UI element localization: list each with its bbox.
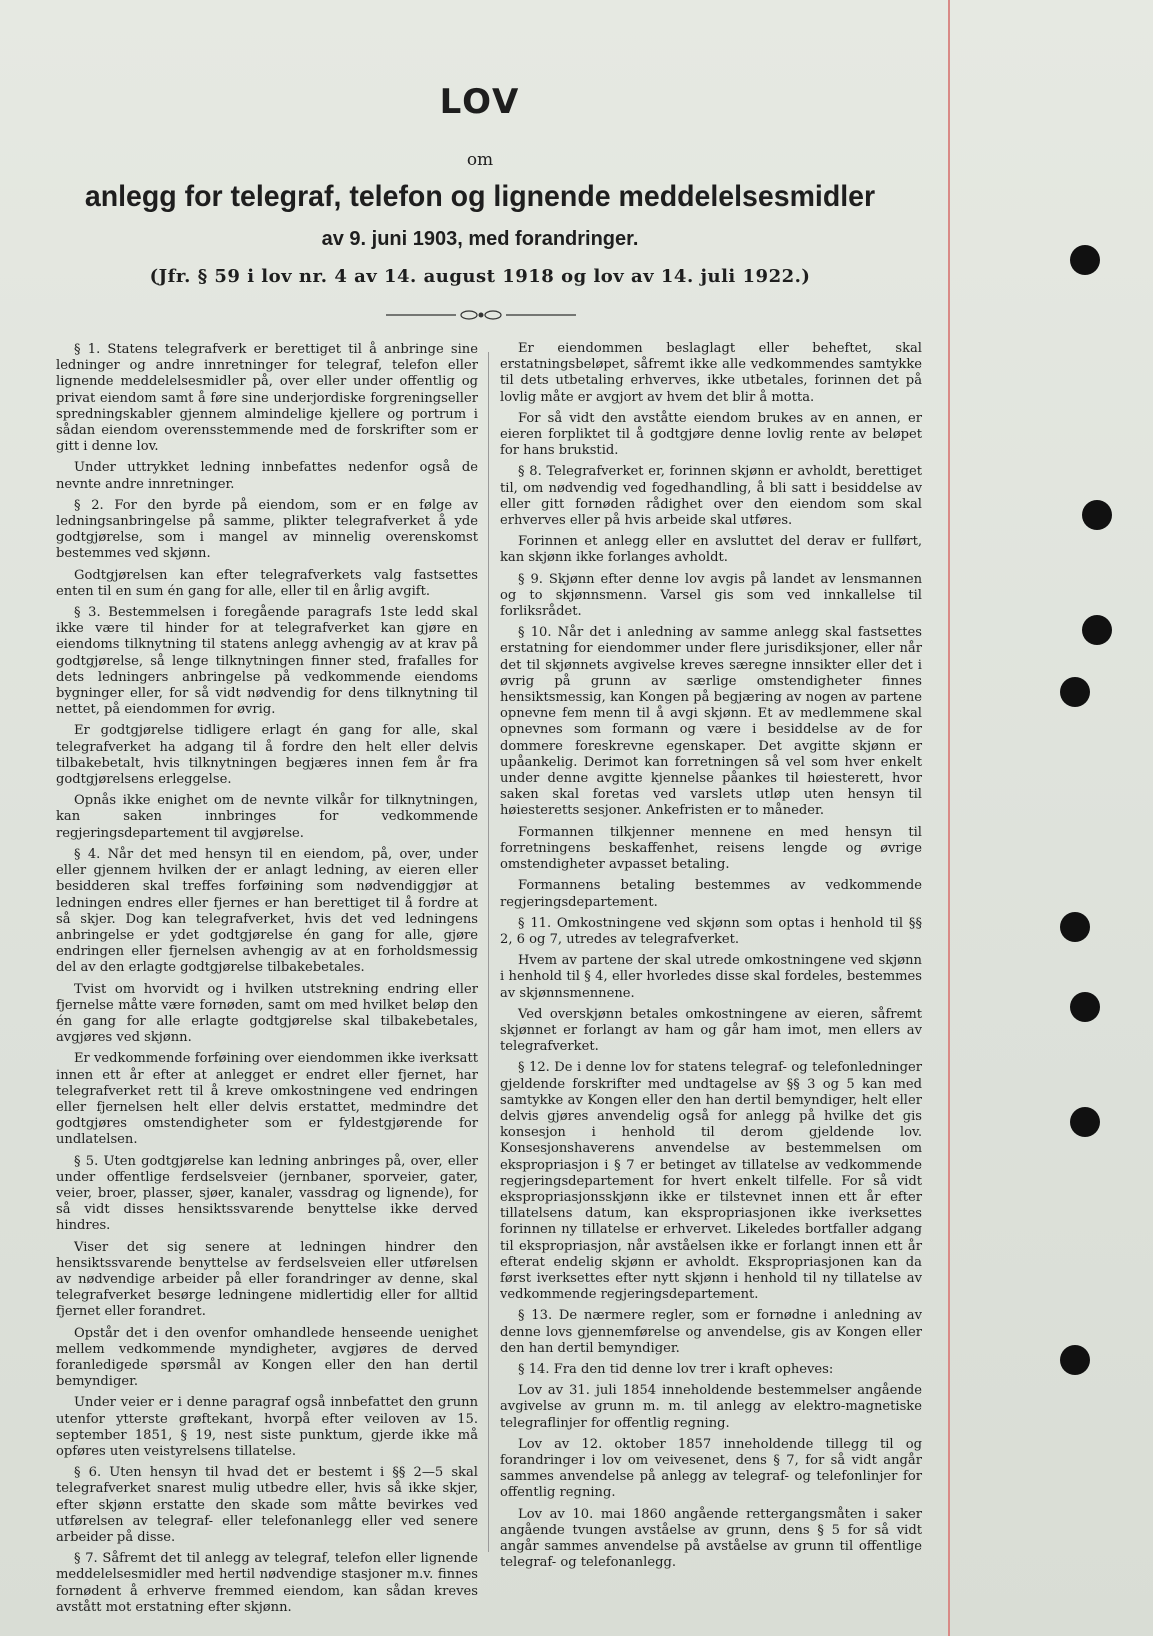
- ornament-divider-icon: [386, 308, 576, 322]
- punch-hole-icon: [1060, 912, 1090, 942]
- column-divider: [488, 352, 489, 1552]
- law-paragraph: Opnås ikke enighet om de nevnte vilkår for tilknytningen, kan saken innbringes for vedkommende regjeringsdepartement til avgjørelse.: [56, 793, 478, 841]
- law-paragraph: § 5. Uten godtgjørelse kan ledning anbringes på, over, eller under offentlige ferdselsveier (jernbaner, sporveier, gater, veier, broer, plasser, sjøer, kanaler, vassdrag og lignende), for så vidt disses hensiktssvarende benyttelse ikke derved hindres.: [56, 1153, 478, 1234]
- law-paragraph: § 1. Statens telegrafverk er berettiget til å anbringe sine ledninger og andre innretninger for telegraf, telefon eller lignende meddelelsesmidler på, over eller under offentlig og privat eiendom samt å føre sine underjordiske forgreningseller spredningskabler gjennem almindelige kjellere og portrum i sådan eiendom overensstemmende med de forskrifter som er gitt i denne lov.: [56, 342, 478, 455]
- law-paragraph: Lov av 31. juli 1854 inneholdende bestemmelser angående avgivelse av grunn m. m. til anlegg av elektro-magnetiske telegraflinjer for offentlig regning.: [500, 1383, 922, 1431]
- law-paragraph: For så vidt den avståtte eiendom brukes av en annen, er eieren forpliktet til å godtgjøre denne lovlig rente av beløpet for hans brukstid.: [500, 410, 922, 459]
- law-paragraph: Lov av 10. mai 1860 angående rettergangsmåten i saker angående tvungen avståelse av grunn, dens § 5 for så vidt angår sammes anvendelse på avståelse av grunn til offentlige telegraf- og telefonanlegg.: [500, 1506, 922, 1571]
- document-subtitle: anlegg for telegraf, telefon og lignende meddelelsesmidler: [84, 180, 876, 213]
- right-text-column: [500, 341, 922, 1576]
- law-paragraph: Under uttrykket ledning innbefattes nedenfor også de nevnte andre innretninger.: [56, 460, 478, 492]
- law-paragraph: Godtgjørelsen kan efter telegrafverkets valg fastsettes enten til en sum én gang for alle, eller til en årlig avgift.: [56, 567, 478, 599]
- law-paragraph: Under veier er i denne paragraf også innbefattet den grunn utenfor ytterste grøftekant, hvorpå efter veiloven av 15. september 1851, § 19, nest siste punktum, gjerde ikke må opføres uten veistyrelsens tillatelse.: [56, 1395, 478, 1459]
- law-paragraph: § 9. Skjønn efter denne lov avgis på landet av lensmannen og to skjønnsmenn. Varsel gis som ved innkallelse til forliksrådet.: [500, 571, 922, 620]
- law-paragraph: § 10. Når det i anledning av samme anlegg skal fastsettes erstatning for eiendommer under flere jurisdiksjoner, eller når det til skjønnets avgivelse kreves særegne innsikter eller det i øvrig på grunn av særlige omstendigheter finnes hensiktsmessig, kan Kongen på begjæring av nogen av partene opnevne fem menn til å avgi skjønn. Et av medlemmene skal opnevnes som formann og være i besiddelse av de for dommere foreskrevne egenskaper. Det avgitte skjønn er upåankelig. Derimot kan forretningen så vel som hver enkelt under denne avgitte kjennelse påankes til høiesterett, hvor saken skal foretas ved varslets utløp uten hensyn til høiesteretts sesjoner. Ankefristen er to måneder.: [500, 625, 922, 819]
- law-paragraph: Formannens betaling bestemmes av vedkommende regjeringsdepartement.: [500, 878, 922, 910]
- title-connector: om: [466, 150, 494, 170]
- law-paragraph: Ved overskjønn betales omkostningene av eieren, såfremt skjønnet er forlangt av ham og går ham imot, men ellers av telegrafverket.: [500, 1006, 922, 1055]
- punch-hole-icon: [1070, 245, 1100, 275]
- document-title: LOV: [439, 82, 521, 122]
- punch-hole-icon: [1060, 1345, 1090, 1375]
- law-paragraph: § 11. Omkostningene ved skjønn som optas i henhold til §§ 2, 6 og 7, utredes av telegrafverket.: [500, 915, 922, 947]
- law-paragraph: Tvist om hvorvidt og i hvilken utstrekning endring eller fjernelse måtte være fornøden, samt om med hvilket beløp den én gang for alle erlagte godtgjørelse skal tilbakebetales, avgjøres ved skjønn.: [56, 981, 478, 1046]
- law-paragraph: § 8. Telegrafverket er, forinnen skjønn er avholdt, berettiget til, om nødvendig ved fogedhandling, å bli satt i besiddelse av eller gitt fornøden rådighet over den eiendom som skal erhverves eller på hvis arbeide skal utføres.: [500, 464, 922, 529]
- punch-hole-icon: [1082, 500, 1112, 530]
- document-reference: (Jfr. § 59 i lov nr. 4 av 14. august 1918 og lov av 14. juli 1922.): [149, 266, 811, 287]
- law-paragraph: § 12. De i denne lov for statens telegraf- og telefonledninger gjeldende forskrifter med undtagelse av §§ 3 og 5 kan med samtykke av Kongen eller den han dertil bemyndiger, helt eller delvis gjøres anvendelig også for anlegg på hvilke det gis konsesjon i henhold til derom gjeldende lov. Konsesjonshaverens anvendelse av bestemmelsen om ekspropriasjon i § 7 er betinget av tillatelse av vedkommende regjeringsdepartement for hvert enkelt tilfelle. For så vidt ekspropriasjonsskjønn ikke er tilstevnet innen ett år efter tillatelsens datum, kan ekspropriasjonen ikke iverksettes forinnen ny tillatelse er erhvervet. Likeledes bortfaller adgang til ekspropriasjon, når avståelsen ikke er forlangt innen ett år efterat endelig skjønn er avholdt. Ekspropriasjonen kan da først iverksettes efter nytt skjønn i henhold til ny tillatelse av vedkommende regjeringsdepartement.: [500, 1060, 922, 1303]
- punch-hole-icon: [1070, 1107, 1100, 1137]
- law-paragraph: § 4. Når det med hensyn til en eiendom, på, over, under eller gjennem hvilken der er anlagt ledning, av eieren eller besidderen skal treffes forføining som nødvendiggjør at ledningen endres eller fjernes er han berettiget til å fordre at så skjer. Dog kan telegrafverket, hvis det ved ledningens anbringelse er ydet godtgjørelse én gang for alle, gjøre endringen eller fjernelsen avhengig av at en forholdsmessig del av den erlagte godtgjørelse tilbakebetales.: [56, 846, 478, 976]
- law-paragraph: Er eiendommen beslaglagt eller beheftet, skal erstatningsbeløpet, såfremt ikke alle vedkommendes samtykke til dets utbetaling erhverves, ikke utbetales, forinnen det på lovlig måte er avgjort av hvem det blir å motta.: [500, 341, 922, 405]
- law-paragraph: § 7. Såfremt det til anlegg av telegraf, telefon eller lignende meddelelsesmidler med hertil nødvendige stasjoner m.v. finnes fornødent å erhverve fremmed eiendom, kan sådan kreves avstått mot erstatning efter skjønn.: [56, 1551, 478, 1615]
- law-paragraph: Formannen tilkjenner mennene en med hensyn til forretningens beskaffenhet, reisens lengde og øvrige omstendigheter avpasset betaling.: [500, 824, 922, 873]
- law-paragraph: Viser det sig senere at ledningen hindrer den hensiktssvarende benyttelse av ferdselsveien eller utførelsen av nødvendige arbeider på eller forandringer av denne, skal telegrafverket besørge ledningene midlertidig eller for alltid fjernet eller forandret.: [56, 1239, 478, 1320]
- law-paragraph: Lov av 12. oktober 1857 inneholdende tillegg til og forandringer i lov om veivesenet, dens § 7, for så vidt angår sammes anvendelse på anlegg av telegraf- og telefonlinjer for offentlig regning.: [500, 1436, 922, 1501]
- law-paragraph: Er godtgjørelse tidligere erlagt én gang for alle, skal telegrafverket ha adgang til å fordre den helt eller delvis tilbakebetalt, hvis tilknytningen begjæres innen fem år fra godtgjørelsens erleggelse.: [56, 723, 478, 788]
- law-paragraph: § 14. Fra den tid denne lov trer i kraft opheves:: [518, 1361, 834, 1377]
- law-paragraph: Opstår det i den ovenfor omhandlede henseende uenighet mellem vedkommende myndigheter, avgjøres de derved foranledigede spørsmål av Kongen eller den han dertil bemyndiger.: [56, 1325, 478, 1390]
- law-paragraph: § 3. Bestemmelsen i foregående paragrafs 1ste ledd skal ikke være til hinder for at telegrafverket kan gjøre en eiendoms tilknytning til statens anlegg avhengig av at krav på godtgjørelse, så lenge tilknytningen finner sted, frafalles for dets ledningers anbringelse på vedkommende eiendoms bygninger eller, for så vidt nødvendig for dens tilknytning til nettet, på eiendommen for øvrig.: [56, 605, 478, 718]
- law-paragraph: § 6. Uten hensyn til hvad det er bestemt i §§ 2—5 skal telegrafverket snarest mulig utbedre eller, hvis så ikke skjer, efter skjønn erstatte den skade som måtte bevirkes ved utførelsen av telegraf- eller telefonanlegg eller ved senere arbeider på disse.: [56, 1465, 478, 1546]
- document-date-line: av 9. juni 1903, med forandringer.: [321, 228, 639, 250]
- law-paragraph: § 13. De nærmere regler, som er fornødne i anledning av denne lovs gjennemførelse og anvendelse, gis av Kongen eller den han dertil bemyndiger.: [500, 1308, 922, 1356]
- law-paragraph: § 2. For den byrde på eiendom, som er en følge av ledningsanbringelse på samme, plikter telegrafverket å yde godtgjørelse, som i mangel av minnelig overenskomst bestemmes ved skjønn.: [56, 497, 478, 562]
- law-paragraph: Forinnen et anlegg eller en avsluttet del derav er fullført, kan skjønn ikke forlanges avholdt.: [500, 534, 922, 566]
- punch-hole-icon: [1082, 615, 1112, 645]
- red-margin-line: [948, 0, 950, 1636]
- punch-hole-icon: [1060, 677, 1090, 707]
- law-paragraph: Hvem av partene der skal utrede omkostningene ved skjønn i henhold til § 4, eller hvorledes disse skal fordeles, bestemmes av skjønnsmennene.: [500, 953, 922, 1001]
- left-text-column: [56, 342, 478, 1621]
- law-paragraph: Er vedkommende forføining over eiendommen ikke iverksatt innen ett år efter at anlegget er endret eller fjernet, har telegrafverket rett til å kreve omkostningene ved endringen eller fjernelsen helt eller delvis erstattet, medmindre det godtgjøres omstendigheter som er fyldestgjørende for undlatelsen.: [56, 1051, 478, 1148]
- punch-hole-icon: [1070, 992, 1100, 1022]
